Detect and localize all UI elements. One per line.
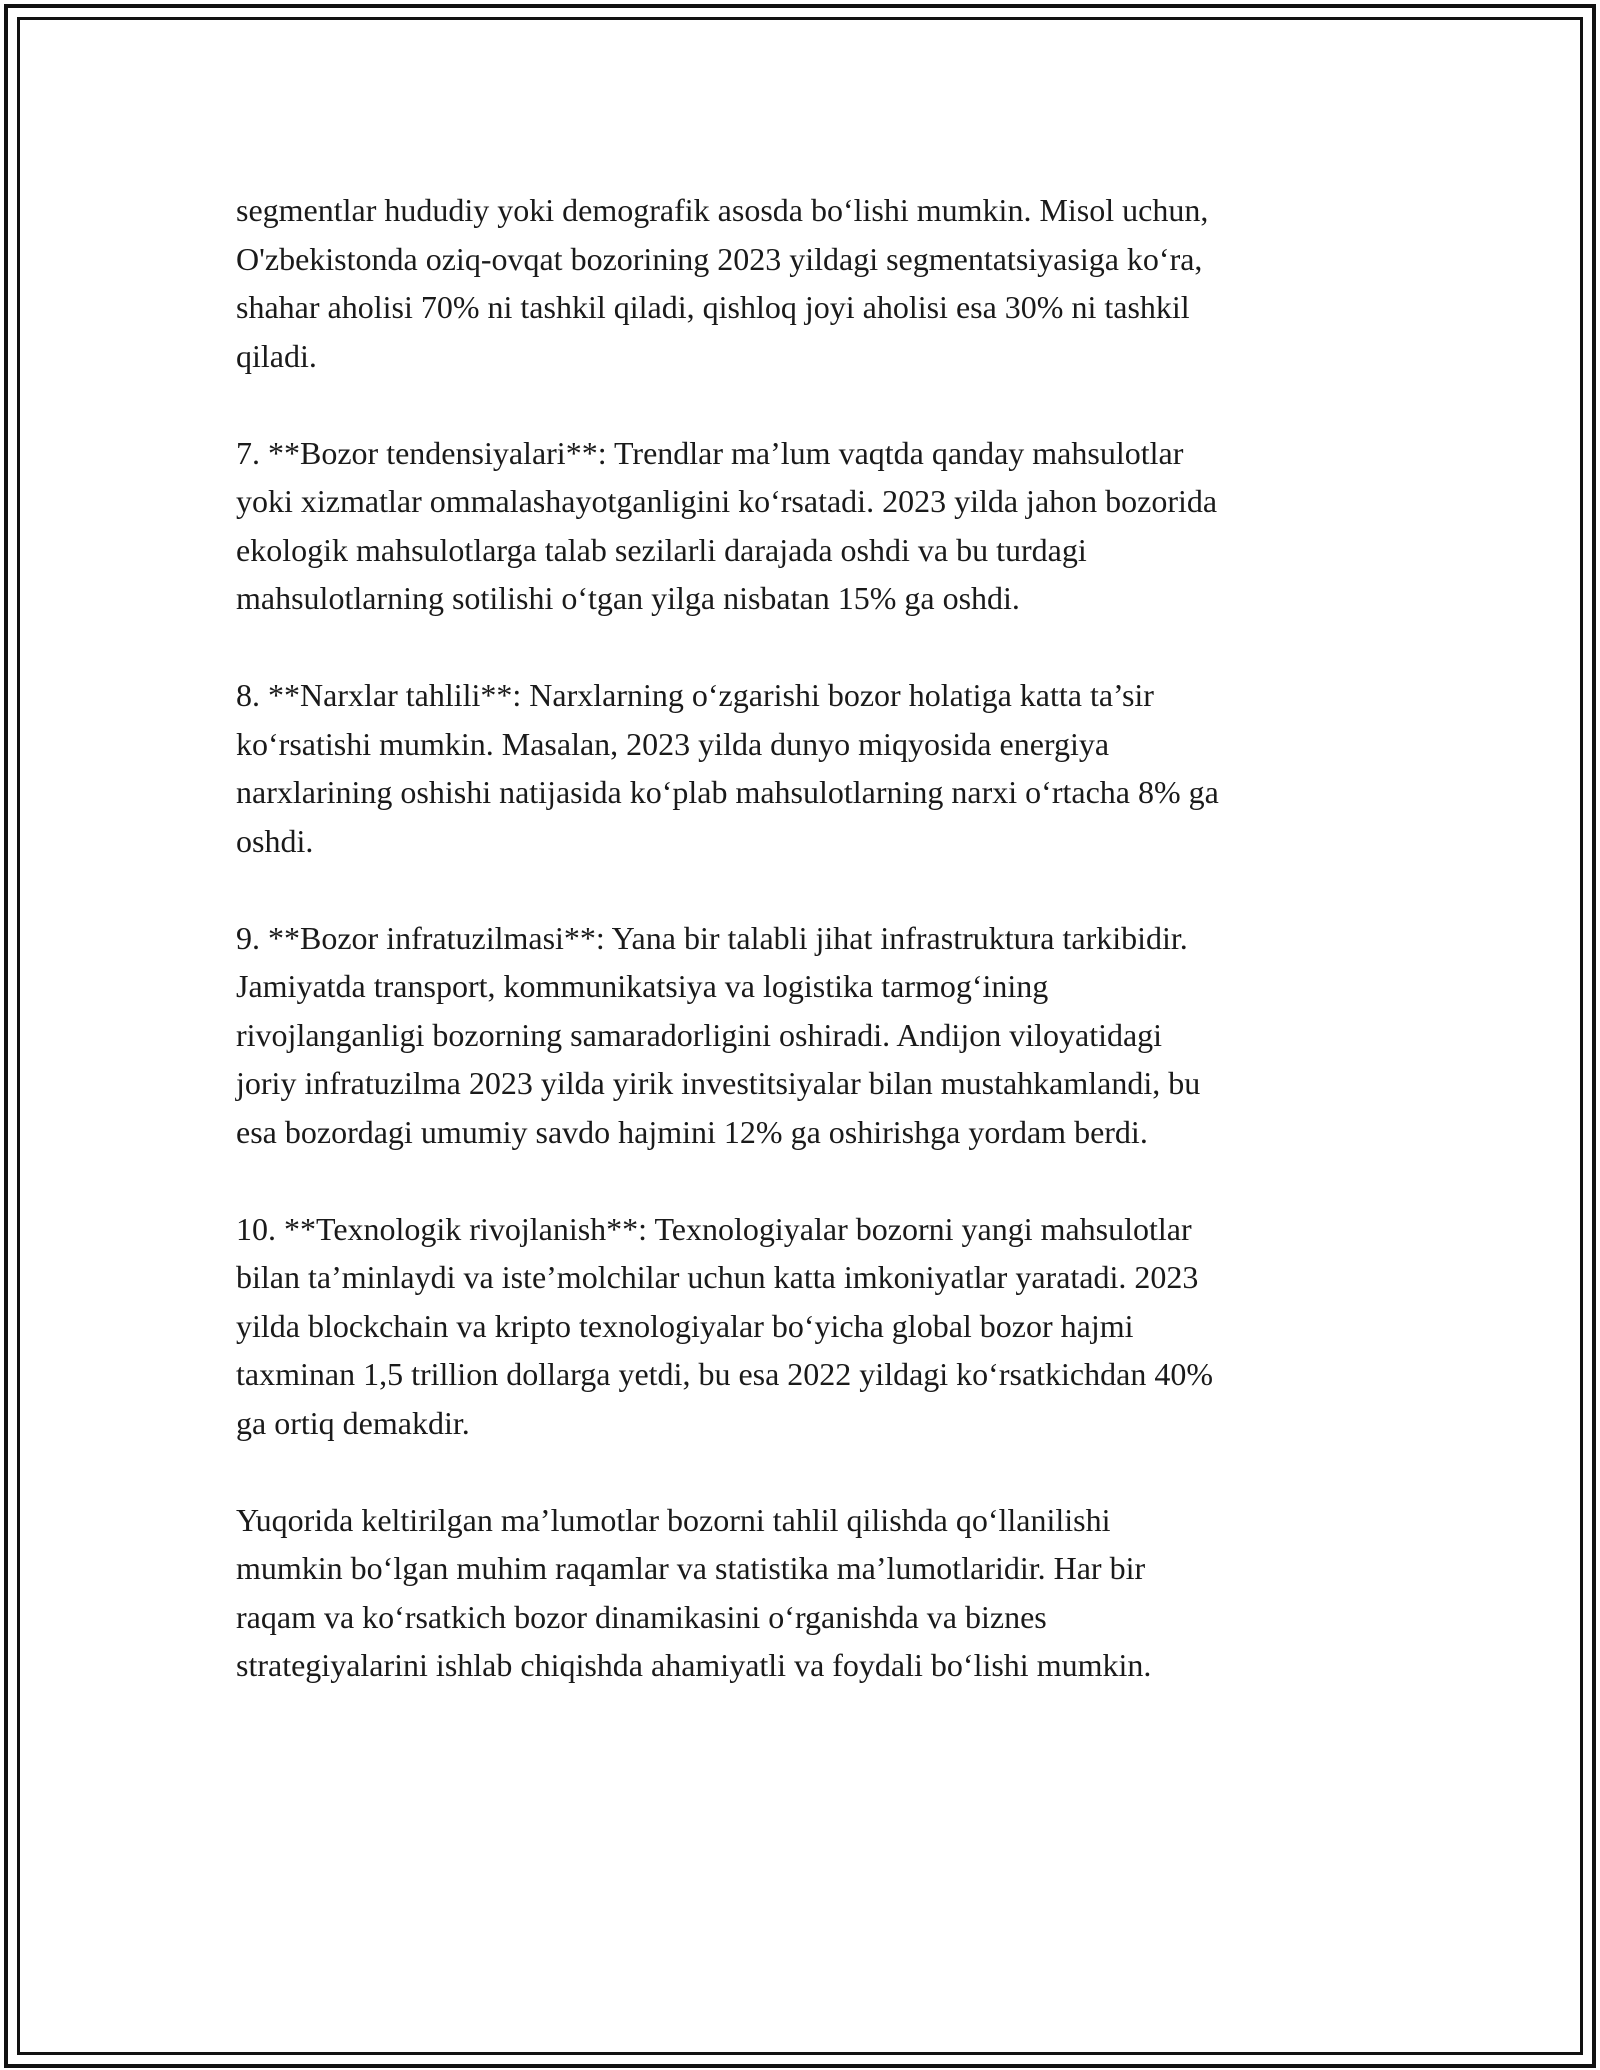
paragraph-item-7 [236, 429, 1376, 623]
text-line: ko‘rsatishi mumkin. Masalan, 2023 yilda dunyo miqyosida energiya [236, 725, 1110, 762]
text-line: rivojlanganligi bozorning samaradorligini oshiradi. Andijon viloyatidagi [236, 1016, 1163, 1053]
text-line: 8. **Narxlar tahlili**: Narxlarning o‘zgarishi bozor holatiga katta ta’sir [236, 677, 1154, 713]
paragraph-conclusion [236, 1496, 1376, 1690]
text-line: shahar aholisi 70% ni tashkil qiladi, qishloq joyi aholisi esa 30% ni tashkil [236, 289, 1190, 325]
text-line: Jamiyatda transport, kommunikatsiya va logistika tarmog‘ining [236, 968, 1049, 1004]
text-line: oshdi. [236, 822, 314, 859]
text-line: 10. **Texnologik rivojlanish**: Texnologiyalar bozorni yangi mahsulotlar [236, 1210, 1192, 1247]
paragraph-item-9 [236, 914, 1376, 1157]
text-line: 7. **Bozor tendensiyalari**: Trendlar ma’lum vaqtda qanday mahsulotlar [236, 434, 1184, 471]
text-line: ga ortiq demakdir. [236, 1404, 470, 1441]
paragraph-item-8 [236, 671, 1376, 865]
text-line: narxlarining oshishi natijasida ko‘plab mahsulotlarning narxi o‘rtacha 8% ga [236, 774, 1219, 810]
text-line: raqam va ko‘rsatkich bozor dinamikasini o‘rganishda va biznes [236, 1598, 1047, 1635]
paragraph-item-10 [236, 1205, 1376, 1448]
text-line: mumkin bo‘lgan muhim raqamlar va statistika ma’lumotlaridir. Har bir [236, 1550, 1146, 1586]
text-line: O'zbekistonda oziq-ovqat bozorining 2023 yildagi segmentatsiyasiga ko‘ra, [236, 240, 1203, 277]
paragraph-segmentation [236, 186, 1376, 380]
document-body [236, 186, 1376, 1738]
text-line: taxminan 1,5 trillion dollarga yetdi, bu esa 2022 yildagi ko‘rsatkichdan 40% [236, 1356, 1213, 1392]
text-line: 9. **Bozor infratuzilmasi**: Yana bir talabli jihat infrastruktura tarkibidir. [236, 919, 1188, 956]
text-line: bilan ta’minlaydi va iste’molchilar uchun katta imkoniyatlar yaratadi. 2023 [236, 1259, 1199, 1295]
text-line: joriy infratuzilma 2023 yilda yirik investitsiyalar bilan mustahkamlandi, bu [236, 1065, 1201, 1101]
text-line: yoki xizmatlar ommalashayotganligini ko‘rsatadi. 2023 yilda jahon bozorida [236, 483, 1218, 519]
text-line: strategiyalarini ishlab chiqishda ahamiyatli va foydali bo‘lishi mumkin. [236, 1647, 1152, 1683]
text-line: Yuqorida keltirilgan ma’lumotlar bozorni tahlil qilishda qo‘llanilishi [236, 1501, 1111, 1538]
text-line: mahsulotlarning sotilishi o‘tgan yilga nisbatan 15% ga oshdi. [236, 580, 1020, 616]
text-line: yilda blockchain va kripto texnologiyalar bo‘yicha global bozor hajmi [236, 1307, 1134, 1344]
text-line: esa bozordagi umumiy savdo hajmini 12% ga oshirishga yordam berdi. [236, 1113, 1148, 1150]
text-line: segmentlar hududiy yoki demografik asosda bo‘lishi mumkin. Misol uchun, [236, 192, 1209, 228]
text-line: ekologik mahsulotlarga talab sezilarli darajada oshdi va bu turdagi [236, 531, 1087, 568]
text-line: qiladi. [236, 337, 317, 374]
